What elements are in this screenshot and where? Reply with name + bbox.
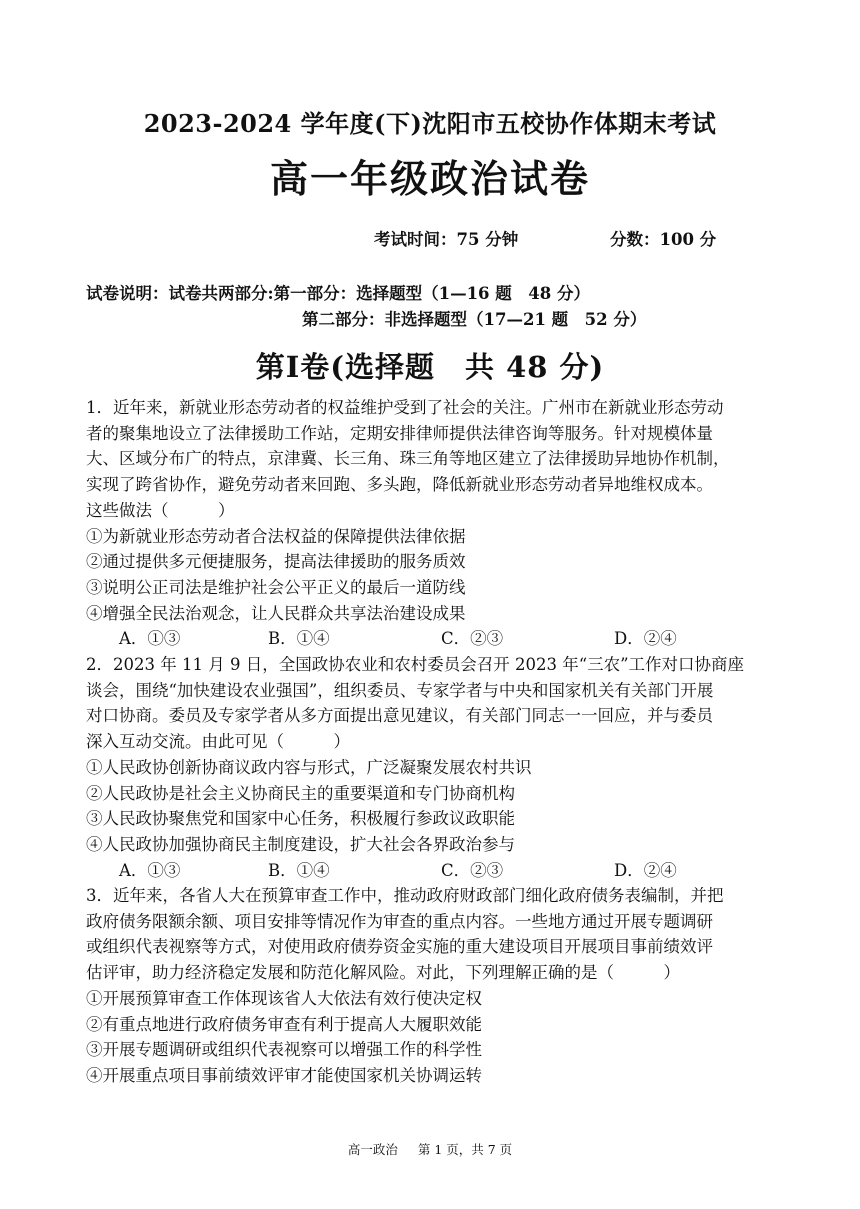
question-text-line: 或组织代表视察等方式，对使用政府债券资金实施的重大建设项目开展项目事前绩效评 <box>86 937 713 957</box>
question-1 <box>86 395 776 652</box>
choice-d: D．②④ <box>614 629 677 649</box>
statement-option: ④增强全民法治观念，让人民群众共享法治建设成果 <box>86 603 466 623</box>
question-text-line: 政府债务限额余额、项目安排等情况作为审查的重点内容。一些地方通过开展专题调研 <box>86 911 713 931</box>
question-text-line: 谈会，围绕“加快建设农业强国”，组织委员、专家学者与中央和国家机关有关部门开展 <box>86 680 714 700</box>
choice-c: C．②③ <box>441 860 504 880</box>
question-text-line: 1．近年来，新就业形态劳动者的权益维护受到了社会的关注。广州市在新就业形态劳动 <box>86 398 724 417</box>
statement-option: ③人民政协聚焦党和国家中心任务，积极履行参政议政职能 <box>86 809 515 829</box>
question-text-line: 3．近年来，各省人大在预算审查工作中，推动政府财政部门细化政府债务表编制，并把 <box>86 886 724 905</box>
exam-description-line1: 试卷说明：试卷共两部分:第一部分：选择题型（1—16 题 48 分） <box>86 284 590 303</box>
question-text-line: 大、区域分布广的特点，京津冀、长三角、珠三角等地区建立了法律援助异地协作机制， <box>86 449 730 469</box>
exam-score: 分数：100 分 <box>610 230 717 249</box>
exam-time: 考试时间：75 分钟 <box>374 230 519 249</box>
question-text-line: 这些做法（ ） <box>86 500 235 520</box>
question-text-line: 对口协商。委员及专家学者从多方面提出意见建议，有关部门同志一一回应，并与委员 <box>86 706 713 726</box>
question-text-line: 者的聚集地设立了法律援助工作站，定期安排律师提供法律咨询等服务。针对规模体量 <box>86 423 713 443</box>
answer-choices <box>86 626 776 652</box>
choice-c: C．②③ <box>441 629 504 649</box>
choice-d: D．②④ <box>614 860 677 880</box>
choice-a: A．①③ <box>119 860 181 880</box>
page-footer <box>0 1140 860 1158</box>
statement-option: ④开展重点项目事前绩效评审才能使国家机关协调运转 <box>86 1065 482 1085</box>
footer-page-number: 第 1 页，共 7 页 <box>417 1142 513 1157</box>
statement-option: ①为新就业形态劳动者合法权益的保障提供法律依据 <box>86 526 466 546</box>
exam-title: 2023-2024 学年度(下)沈阳市五校协作体期末考试 <box>143 109 717 138</box>
question-text-line: 实现了跨省协作，避免劳动者来回跑、多头跑，降低新就业形态劳动者异地维权成本。 <box>86 475 713 495</box>
question-text-line: 2．2023 年 11 月 9 日，全国政协农业和农村委员会召开 2023 年“三农”工作对口协商座 <box>86 655 745 674</box>
exam-description-line2: 第二部分：非选择题型（17—21 题 52 分） <box>302 310 647 329</box>
statement-option: ③开展专题调研或组织代表视察可以增强工作的科学性 <box>86 1040 482 1060</box>
statement-option: ②通过提供多元便捷服务，提高法律援助的服务质效 <box>86 552 466 572</box>
answer-choices <box>86 858 776 884</box>
question-2 <box>86 652 776 883</box>
choice-b: B．①④ <box>268 860 330 880</box>
statement-option: ①人民政协创新协商议政内容与形式，广泛凝聚发展农村共识 <box>86 757 532 777</box>
question-3 <box>86 883 776 1089</box>
statement-option: ①开展预算审查工作体现该省人大依法有效行使决定权 <box>86 988 482 1008</box>
statement-option: ④人民政协加强协商民主制度建设，扩大社会各界政治参与 <box>86 834 515 854</box>
question-text-line: 估评审，助力经济稳定发展和防范化解风险。对此，下列理解正确的是（ ） <box>86 963 680 983</box>
statement-option: ③说明公正司法是维护社会公平正义的最后一道防线 <box>86 577 466 597</box>
question-text-line: 深入互动交流。由此可见（ ） <box>86 732 350 752</box>
statement-option: ②人民政协是社会主义协商民主的重要渠道和专门协商机构 <box>86 783 515 803</box>
section-title: 第Ⅰ卷(选择题 共 48 分) <box>255 350 605 384</box>
choice-b: B．①④ <box>268 629 330 649</box>
statement-option: ②有重点地进行政府债务审查有利于提高人大履职效能 <box>86 1014 482 1034</box>
exam-subtitle: 高一年级政治试卷 <box>269 156 590 201</box>
choice-a: A．①③ <box>119 629 181 649</box>
footer-subject: 高一政治 <box>347 1142 398 1157</box>
